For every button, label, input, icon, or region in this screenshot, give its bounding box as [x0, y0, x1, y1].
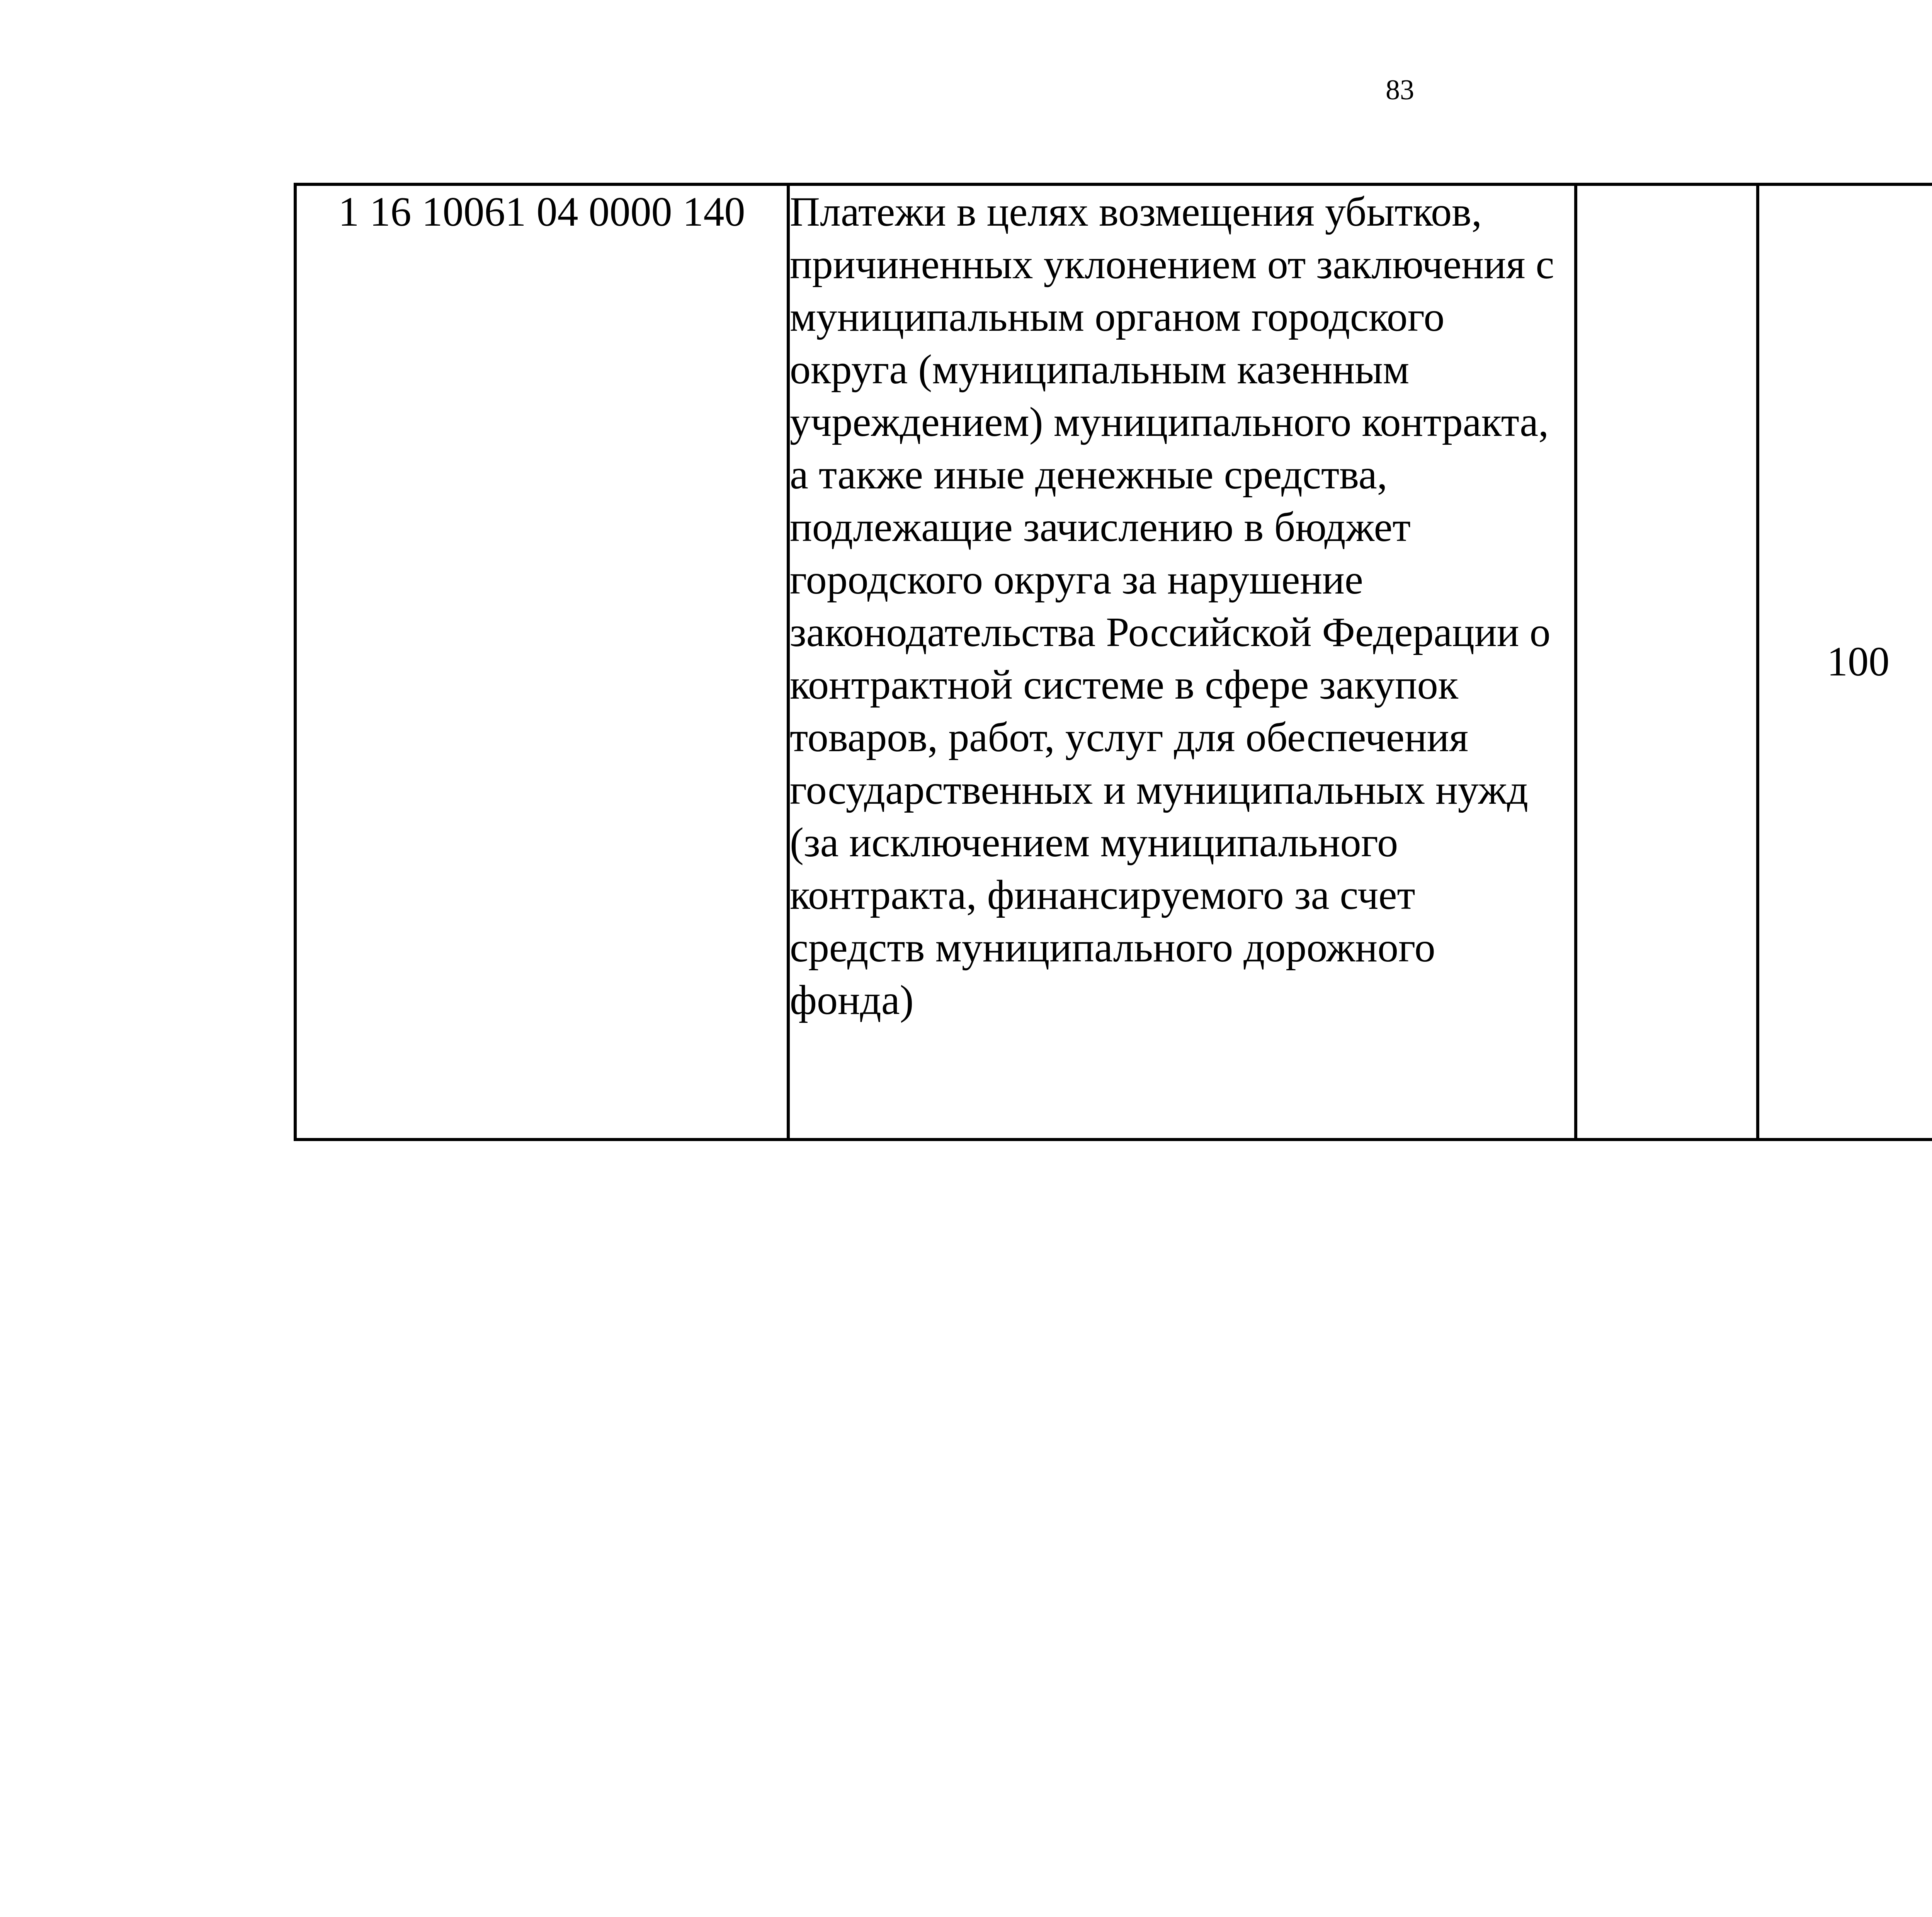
- description-line: контрактной системе в сфере закупок: [790, 662, 1459, 708]
- page-number: 83: [1386, 74, 1414, 106]
- description-line: фонда): [790, 977, 914, 1023]
- budget-table: [294, 183, 1932, 1141]
- description-line: округа (муниципальным казенным: [790, 347, 1410, 393]
- description-line: средств муниципального дорожного: [790, 925, 1435, 971]
- description-cell: [788, 184, 1576, 1140]
- description-line: городского округа за нарушение: [790, 557, 1363, 603]
- description-line: (за исключением муниципального: [790, 820, 1398, 866]
- description-line: товаров, работ, услуг для обеспечения: [790, 714, 1469, 760]
- description-line: учреждением) муниципального контракта,: [790, 399, 1549, 445]
- empty-cell-col3: [1576, 184, 1758, 1140]
- table-row: [295, 184, 1932, 1140]
- description-line: законодательства Российской Федерации о: [790, 609, 1551, 655]
- description-line: муниципальным органом городского: [790, 294, 1445, 340]
- description-line: контракта, финансируемого за счет: [790, 872, 1415, 918]
- value-cell-col4: 100: [1758, 184, 1932, 1140]
- budget-code-cell: 1 16 10061 04 0000 140: [295, 184, 788, 1140]
- description-line: а также иные денежные средства,: [790, 452, 1388, 498]
- description-line: причиненных уклонением от заключения с: [790, 242, 1554, 287]
- description-line: подлежащие зачислению в бюджет: [790, 504, 1411, 550]
- description-line: государственных и муниципальных нужд: [790, 767, 1528, 813]
- description-line: Платежи в целях возмещения убытков,: [790, 189, 1482, 235]
